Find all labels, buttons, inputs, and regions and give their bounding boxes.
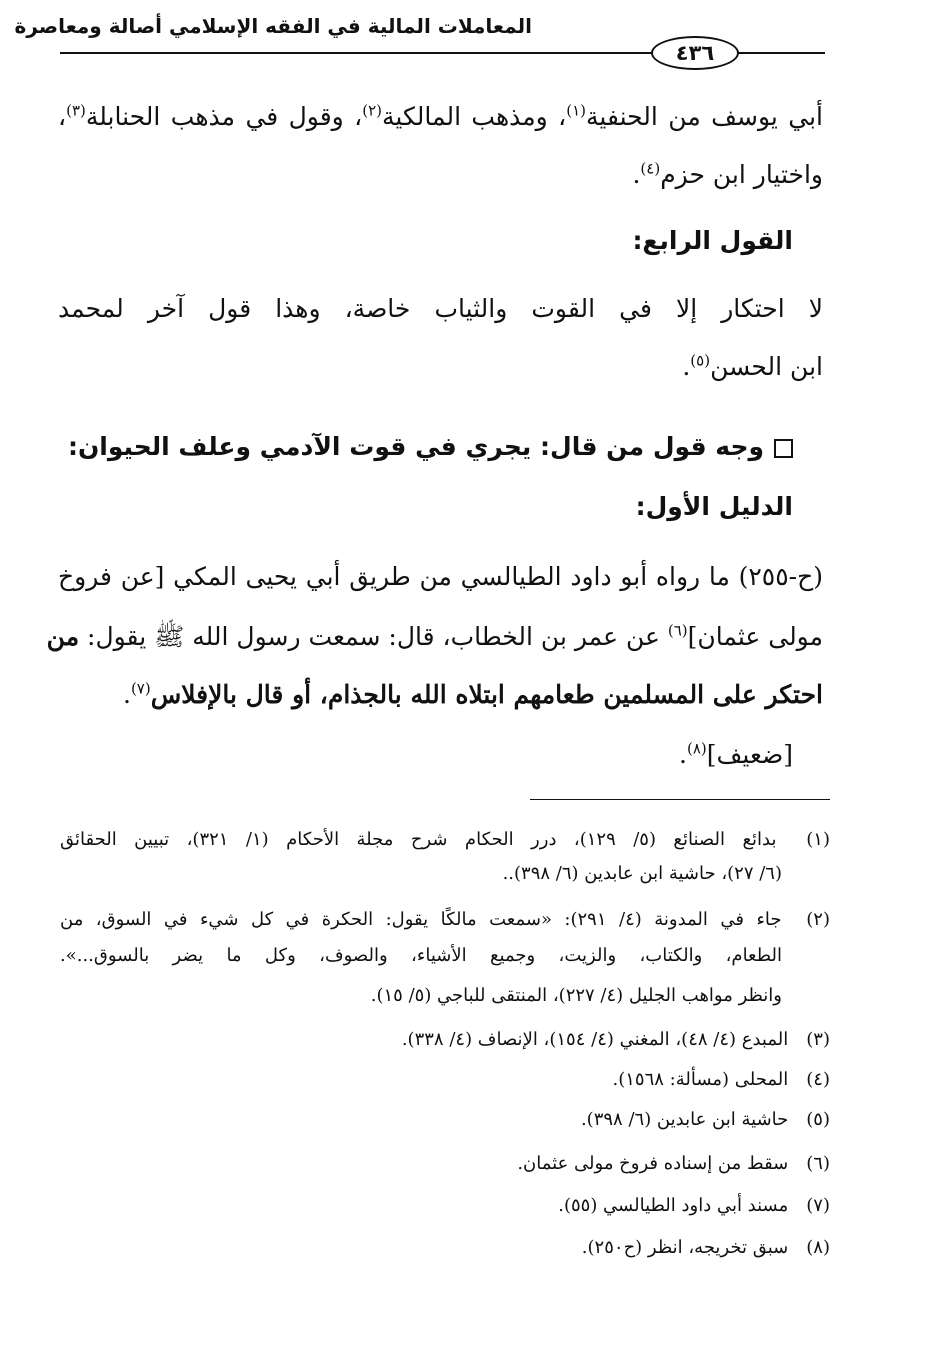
body-line-5: (ح-٢٥٥) ما رواه أبو داود الطيالسي من طريق أبي يحيى المكي [عن فروخ [58, 562, 823, 591]
footnote-text: جاء في المدونة (٤/ ٢٩١): «سمعت مالكًا يقول: الحكرة في كل شيء في السوق، من [60, 909, 782, 930]
footnote-8 [582, 1234, 830, 1262]
text-run: مولى عثمان] [687, 622, 823, 651]
body-line-1 [58, 100, 823, 134]
footnote-text: المحلى (مسألة: ١٥٦٨). [612, 1069, 789, 1090]
footnote-number: (١) [806, 829, 830, 850]
footnote-text: المبدع (٤/ ٤٨)، المغني (٤/ ١٥٤)، الإنصاف (٤/ ٣٣٨). [401, 1029, 789, 1050]
running-header-title: المعاملات المالية في الفقه الإسلامي أصالة ومعاصرة [14, 14, 532, 38]
grading-text: [ضعيف] [706, 740, 793, 769]
footnote-number: (٢) [806, 909, 830, 930]
footnote-text: حاشية ابن عابدين (٦/ ٣٩٨). [580, 1109, 789, 1130]
text-run: ، [58, 102, 67, 131]
text-run: . [679, 740, 687, 769]
text-run: ابن الحسن [710, 352, 823, 381]
text-run: أبي يوسف من الحنفية [586, 102, 823, 131]
section-heading [68, 430, 793, 464]
body-line-3: لا احتكار إلا في القوت والثياب خاصة، وهذا قول آخر لمحمد [58, 294, 823, 323]
footnote-5 [581, 1106, 830, 1134]
hadith-text: احتكر على المسلمين طعامهم ابتلاه الله بالجذام، أو قال بالإفلاس [150, 680, 823, 709]
footnote-number: (٤) [806, 1069, 830, 1090]
footnote-4 [613, 1066, 830, 1094]
footnote-text: سبق تخريجه، انظر (ح٢٥٠). [581, 1237, 789, 1258]
body-line-7 [123, 678, 823, 712]
body-line-6 [46, 620, 823, 654]
text-run: عن عمر بن الخطاب، قال: سمعت رسول الله ﷺ يقول: [79, 622, 668, 651]
footnote-ref: (٤) [640, 159, 661, 178]
text-run: . [682, 352, 691, 381]
footnote-1 [60, 826, 830, 854]
text-run: ، ومذهب المالكية [382, 102, 567, 131]
text-run: واختيار ابن حزم [660, 160, 823, 189]
footnote-ref: (٢) [362, 101, 383, 120]
footnote-number: (٨) [806, 1237, 830, 1258]
footnote-text: بدائع الصنائع (٥/ ١٢٩)، درر الحكام شرح مجلة الأحكام (١/ ٣٢١)، تبيين الحقائق [60, 829, 777, 850]
footnote-text: سقط من إسناده فروخ مولى عثمان. [517, 1153, 789, 1174]
footnote-text: مسند أبي داود الطيالسي (٥٥). [558, 1195, 789, 1216]
heading-fourth-opinion: القول الرابع: [632, 226, 793, 255]
footnote-number: (٧) [806, 1195, 830, 1216]
footnote-1-cont: (٦/ ٢٧)، حاشية ابن عابدين (٦/ ٣٩٨).. [502, 863, 782, 884]
footnote-separator [530, 799, 830, 800]
page-number-badge: ٤٣٦ [651, 36, 739, 70]
footnote-2 [60, 906, 830, 934]
body-line-4 [682, 350, 823, 384]
footnote-number: (٥) [806, 1109, 830, 1130]
footnote-2-cont-1: الطعام، والكتاب، والزيت، وجميع الأشياء، والصوف، وكل ما يضر بالسوق...». [60, 945, 782, 966]
body-line-2 [632, 158, 823, 192]
footnote-6 [517, 1150, 830, 1178]
section-heading-text: وجه قول من قال: يجري في قوت الآدمي وعلف الحيوان: [67, 432, 764, 461]
footnote-number: (٦) [806, 1153, 830, 1174]
footnote-number: (٣) [806, 1029, 830, 1050]
footnote-ref: (٥) [690, 351, 711, 370]
text-run: . [122, 680, 131, 709]
footnote-ref: (٦) [667, 621, 688, 640]
footnote-3 [402, 1026, 830, 1054]
footnote-7 [558, 1192, 830, 1220]
text-run: ، وقول في مذهب الحنابلة [85, 102, 363, 131]
footnote-2-cont-2: وانظر مواهب الجليل (٤/ ٢٢٧)، المنتقى للباجي (٥/ ١٥). [370, 985, 782, 1006]
footnote-ref: (١) [566, 101, 587, 120]
hadith-text: من [46, 622, 80, 651]
checkbox-square-icon [774, 439, 793, 458]
footnote-ref: (٧) [130, 679, 151, 698]
footnote-ref: (٨) [687, 739, 707, 758]
heading-first-evidence: الدليل الأول: [635, 492, 793, 521]
text-run: . [632, 160, 641, 189]
body-line-8 [679, 738, 793, 772]
footnote-ref: (٣) [66, 101, 86, 120]
